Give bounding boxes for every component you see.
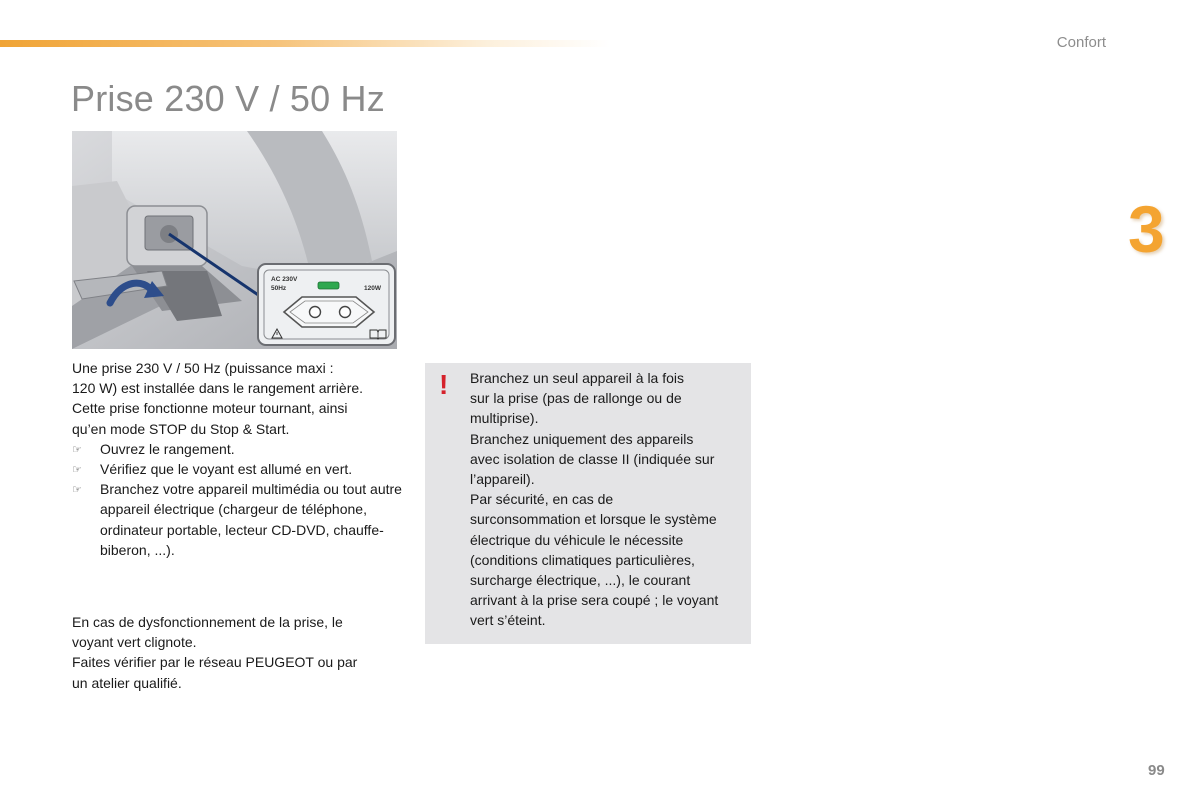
- warning-line: surconsommation et lorsque le système: [470, 511, 717, 528]
- pointing-hand-icon: ☞: [72, 484, 82, 497]
- warning-line: (conditions climatiques particulières,: [470, 551, 695, 568]
- list-item-text: Ouvrez le rangement.: [100, 440, 235, 457]
- intro-line: Une prise 230 V / 50 Hz (puissance maxi :: [72, 360, 334, 376]
- intro-line: qu’en mode STOP du Stop & Start.: [72, 420, 290, 437]
- chapter-number: 3: [1128, 192, 1165, 266]
- intro-line: 120 W) est installée dans le rangement arrière.: [72, 380, 364, 397]
- socket-illustration: [72, 131, 397, 349]
- intro-text: [72, 358, 402, 560]
- socket-label-frequency: 50Hz: [271, 285, 287, 292]
- list-item-text: Branchez votre appareil multimédia ou tout autre appareil électrique (chargeur de téléphone, ordinateur portable, lecteur CD-DVD, chauffe-biberon, ...).: [100, 481, 402, 558]
- warning-line: l’appareil).: [470, 471, 535, 488]
- malfunction-line: un atelier qualifié.: [72, 674, 182, 691]
- malfunction-line: voyant vert clignote.: [72, 634, 197, 651]
- malfunction-text: [72, 612, 402, 693]
- warning-line: électrique du véhicule le nécessite: [470, 531, 684, 548]
- warning-line: multiprise).: [470, 410, 539, 427]
- intro-line: Cette prise fonctionne moteur tournant, ainsi: [72, 400, 348, 417]
- warning-line: Par sécurité, en cas de: [470, 491, 614, 508]
- warning-line: avec isolation de classe II (indiquée sur: [470, 450, 715, 467]
- list-item: [72, 479, 402, 560]
- warning-line: Branchez un seul appareil à la fois: [470, 370, 685, 386]
- malfunction-line: Faites vérifier par le réseau PEUGEOT ou par: [72, 654, 358, 671]
- pointing-hand-icon: ☞: [72, 464, 82, 477]
- warning-line: Branchez uniquement des appareils: [470, 430, 694, 447]
- list-item: [72, 459, 402, 479]
- page-number: 99: [1148, 762, 1165, 779]
- instruction-list: [72, 439, 402, 560]
- warning-line: sur la prise (pas de rallonge ou de: [470, 390, 682, 407]
- warning-line: vert s’éteint.: [470, 612, 546, 629]
- warning-box: [425, 363, 751, 644]
- pointing-hand-icon: ☞: [72, 443, 82, 456]
- page-title: Prise 230 V / 50 Hz: [71, 78, 385, 119]
- warning-text: [470, 368, 750, 631]
- list-item: [72, 439, 402, 459]
- socket-label-voltage: AC 230V: [271, 276, 298, 283]
- warning-line: surcharge électrique, ...), le courant: [470, 572, 691, 589]
- warning-line: arrivant à la prise sera coupé ; le voyant: [470, 592, 719, 609]
- exclamation-icon: !: [439, 369, 449, 400]
- led-indicator: [318, 282, 339, 289]
- socket-label-power: 120W: [364, 285, 381, 292]
- section-label: Confort: [1056, 34, 1106, 51]
- header-accent-bar: [0, 40, 610, 47]
- malfunction-line: En cas de dysfonctionnement de la prise, le: [72, 614, 343, 630]
- list-item-text: Vérifiez que le voyant est allumé en vert.: [100, 461, 353, 478]
